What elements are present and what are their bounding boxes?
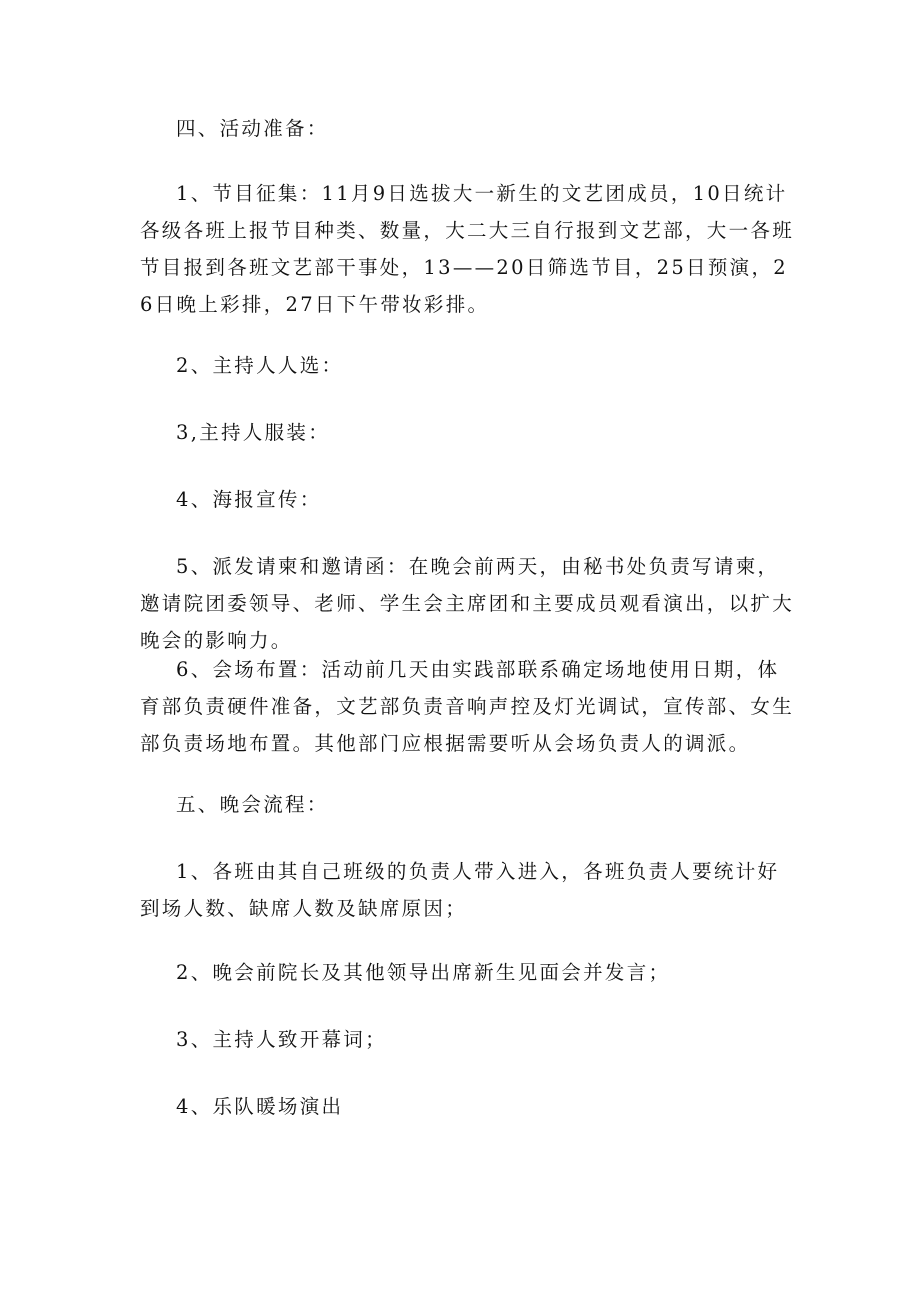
paragraph-leader-speech: 2、晚会前院长及其他领导出席新生见面会并发言； <box>176 961 671 984</box>
paragraph-poster-promotion: 4、海报宣传： <box>176 488 322 511</box>
paragraph-program-collection: 1、节目征集：11月9日选拔大一新生的文艺团成员，10日统计各级各班上报节目种类、数量，大二大三自行报到文艺部，大一各班节目报到各班文艺部干事处，13——20日筛选节目，25日预演，26日晚上彩排，27日下午带妆彩排。 <box>140 182 795 316</box>
paragraph-band-warmup: 4、乐队暖场演出 <box>176 1095 344 1118</box>
paragraph-host-costume: 3,主持人服装： <box>176 421 331 444</box>
paragraph-host-selection: 2、主持人人选： <box>176 354 344 377</box>
paragraph-venue-setup: 6、会场布置：活动前几天由实践部联系确定场地使用日期，体育部负责硬件准备，文艺部负责音响声控及灯光调试，宣传部、女生部负责场地布置。其他部门应根据需要听从会场负责人的调派。 <box>140 658 795 755</box>
paragraph-class-entry: 1、各班由其自己班级的负责人带入进入，各班负责人要统计好到场人数、缺席人数及缺席原因； <box>140 860 780 920</box>
section-heading-program-flow: 五、晚会流程： <box>176 793 329 816</box>
paragraph-invitations: 5、派发请柬和邀请函：在晚会前两天，由秘书处负责写请柬，邀请院团委领导、老师、学生会主席团和主要成员观看演出，以扩大晚会的影响力。 <box>140 555 795 652</box>
section-heading-preparation: 四、活动准备： <box>176 117 329 140</box>
paragraph-opening-remarks: 3、主持人致开幕词； <box>176 1028 387 1051</box>
